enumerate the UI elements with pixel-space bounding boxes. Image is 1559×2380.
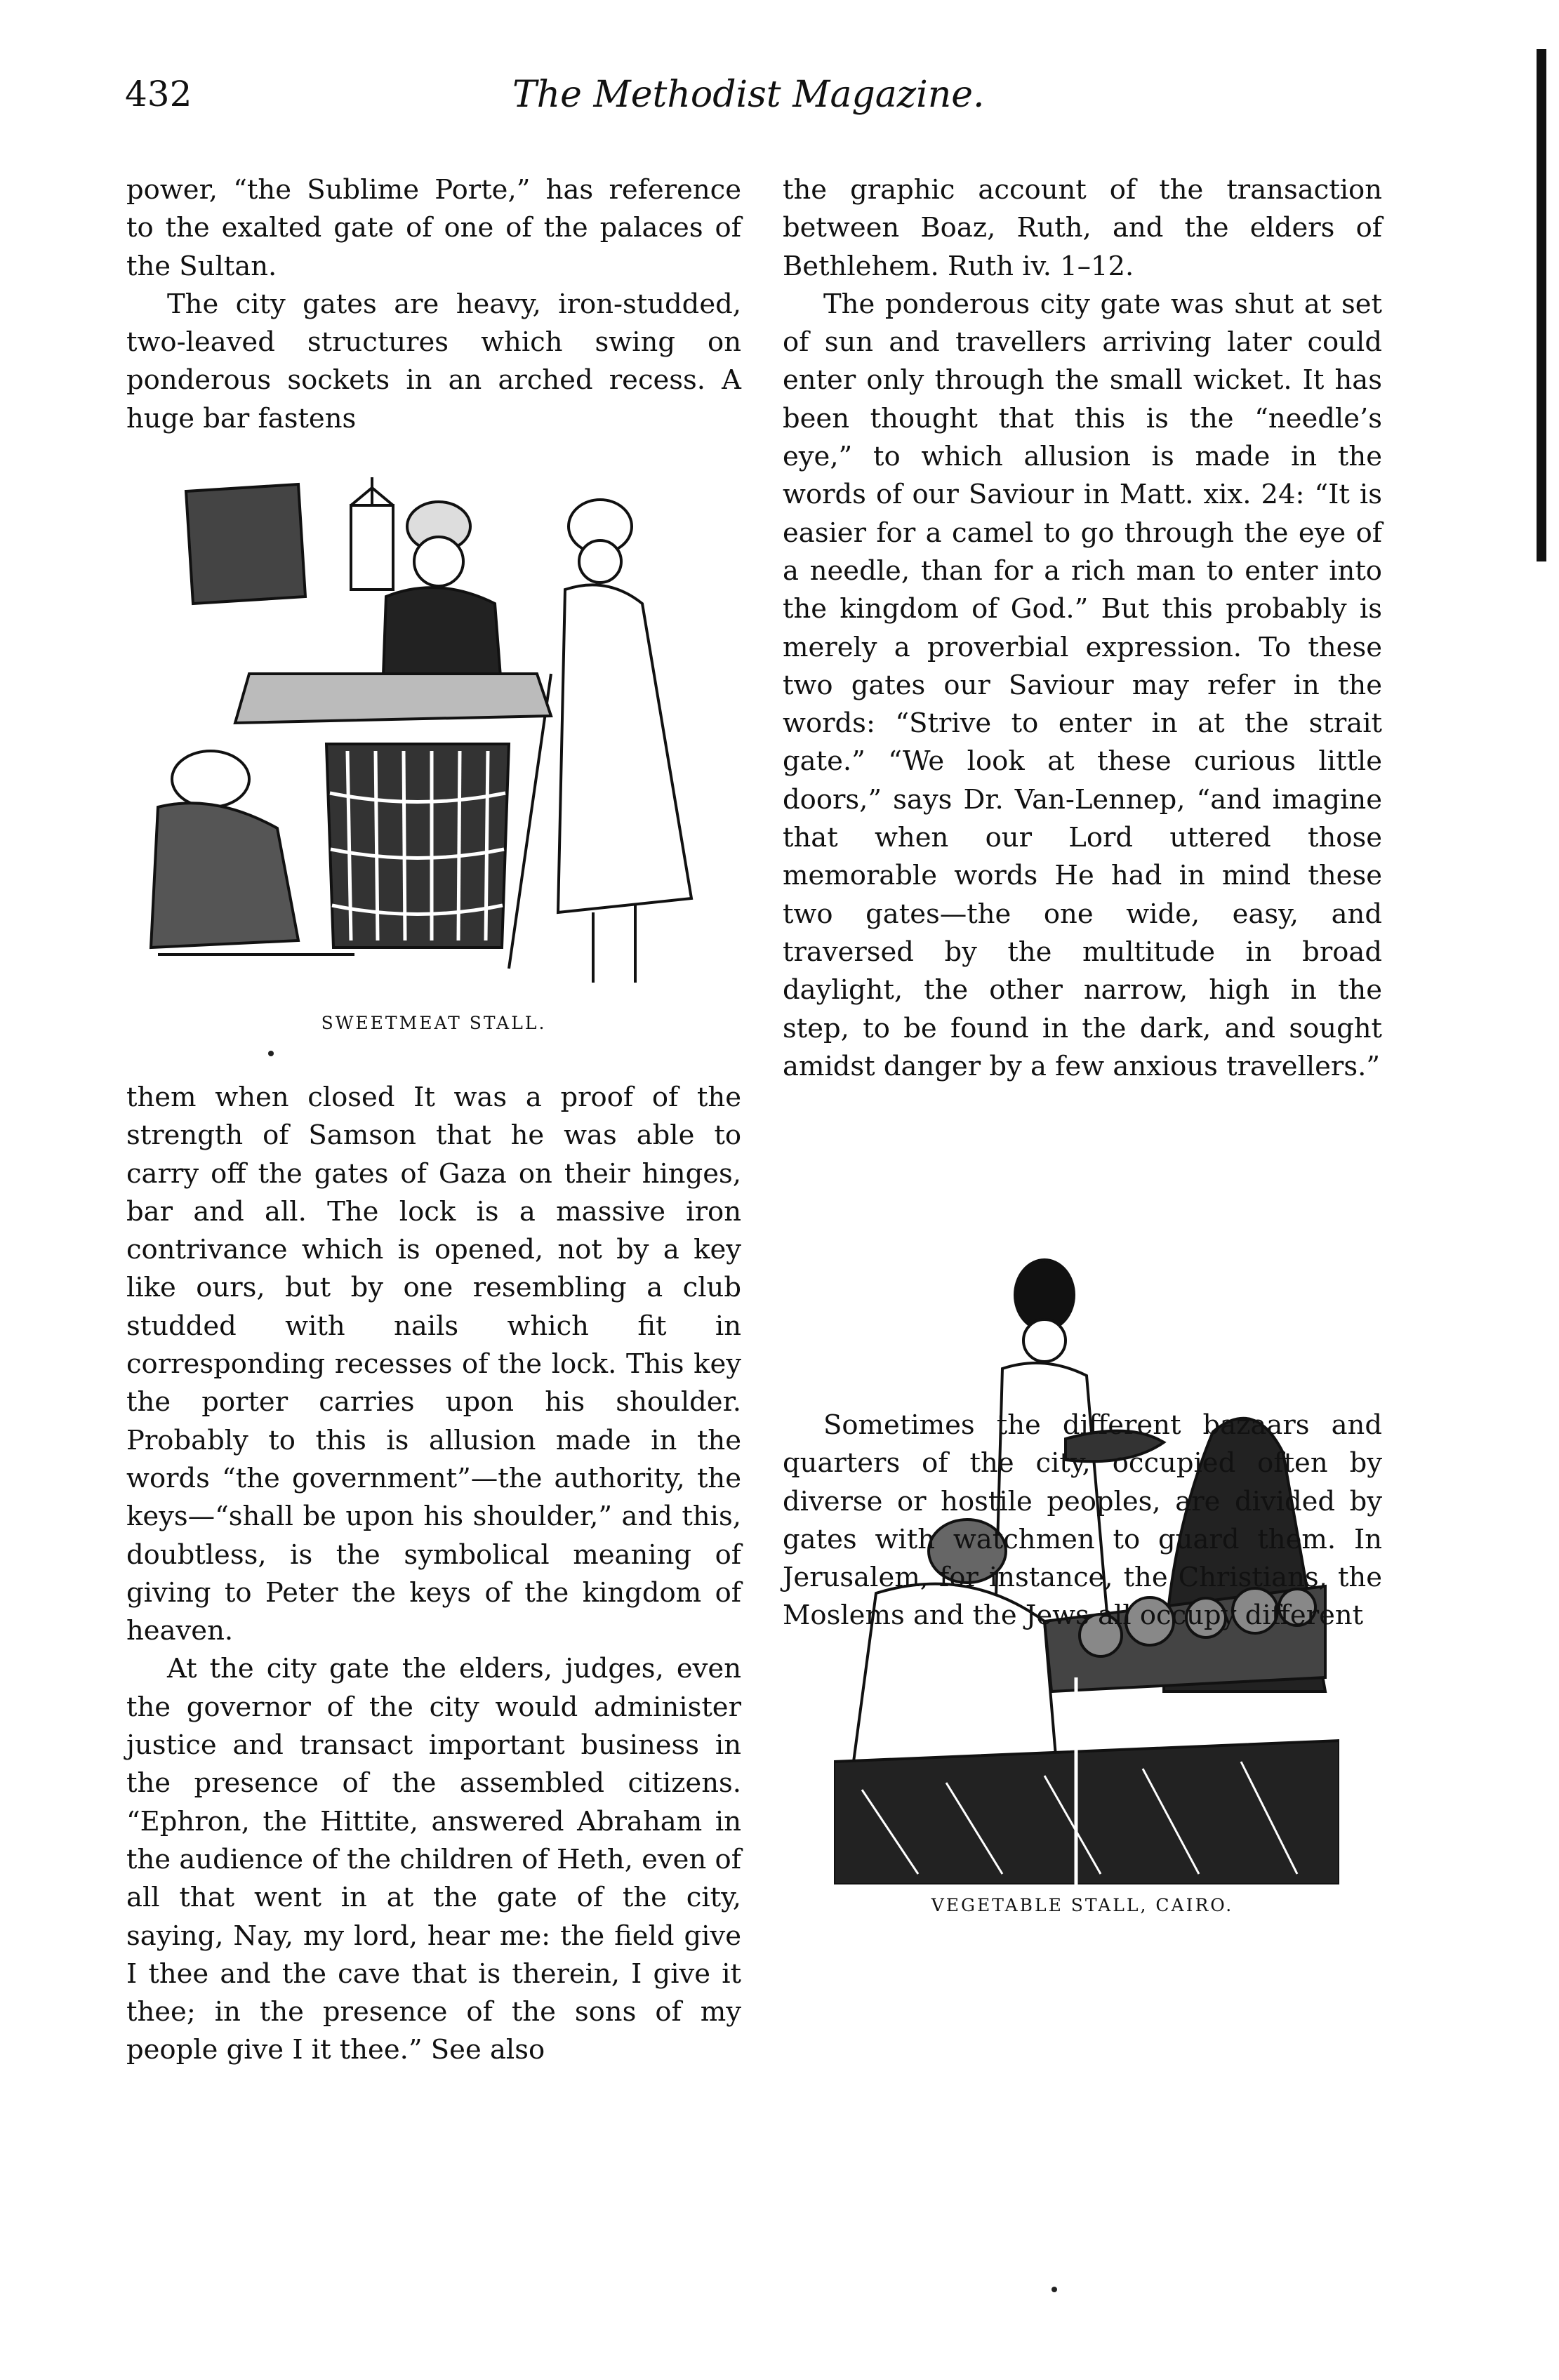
left-column-top xyxy=(126,171,741,438)
paragraph: At the city gate the elders, judges, even the governor of the city would administer justice and transact important business in the presence of the assembled citizens. “Ephron, the Hittite, answered Abraham in the audience of the children of Heth, even of all that went in at the gate of the city, saying, Nay, my lord, hear me: the field give I thee and the cave that is therein, I give it thee; in the presence of the sons of my people give I it thee.” See also xyxy=(126,1653,741,2066)
page-number: 432 xyxy=(125,74,192,114)
stray-mark xyxy=(268,1051,274,1056)
right-column-top xyxy=(783,171,1382,1086)
page-edge-rule xyxy=(1537,49,1546,561)
stray-mark xyxy=(1052,2287,1057,2292)
right-column-bottom xyxy=(783,1407,1382,1635)
paragraph: power, “the Sublime Porte,” has reference to the exalted gate of one of the palaces of the Sultan. xyxy=(126,174,741,282)
vegetable-caption: VEGETABLE STALL, CAIRO. xyxy=(931,1895,1234,1915)
paragraph: the graphic account of the transaction between Boaz, Ruth, and the elders of Bethlehem. Ruth iv. 1–12. xyxy=(783,174,1382,282)
running-title: The Methodist Magazine. xyxy=(512,74,985,116)
left-column-bottom xyxy=(126,1079,741,2070)
paragraph: The ponderous city gate was shut at set of sun and travellers arriving later could enter only through the small wicket. It has been thought that this is the “needle’s eye,” to which allusion is made in the words of our Saviour in Matt. xix. 24: “It is easier for a camel to go through the eye of a needle, than for a rich man to enter into the kingdom of God.” But this probably is merely a proverbial expression. To these two gates our Saviour may refer in the words: “Strive to enter in at the strait gate.” “We look at these curious little doors,” says Dr. Van-Lennep, “and imagine that when our Lord uttered those memorable words He had in mind these two gates—the one wide, easy, and traversed by the multitude in broad daylight, the other narrow, high in the step, to be found in the dark, and sought amidst danger by a few anxious travellers.” xyxy=(783,288,1382,1082)
paragraph: The city gates are heavy, iron-studded, two-leaved structures which swing on ponderous sockets in an arched recess. A huge bar fastens xyxy=(126,288,741,434)
paragraph: them when closed It was a proof of the strength of Samson that he was able to carry off the gates of Gaza on their hinges, bar and all. The lock is a massive iron contrivance which is opened, not by a key like ours, but by one resembling a club studded with nails which fit in corresponding recesses of the lock. This key the porter carries upon his shoulder. Probably to this is allusion made in the words “the government”—the authority, the keys—“shall be upon his shoulder,” and this, doubtless, is the symbolical meaning of giving to Peter the keys of the kingdom of heaven. xyxy=(126,1082,741,1647)
paragraph: Sometimes the different bazaars and quarters of the city, occupied often by diverse or hostile peoples, are divided by gates with watchmen to guard them. In Jerusalem, for instance, the Christians, the Moslems and the Jews all occupy different xyxy=(783,1409,1382,1632)
sweetmeat-caption: SWEETMEAT STALL. xyxy=(321,1013,547,1033)
sweetmeat-stall-illustration xyxy=(144,463,734,1004)
page-header xyxy=(0,74,1559,130)
